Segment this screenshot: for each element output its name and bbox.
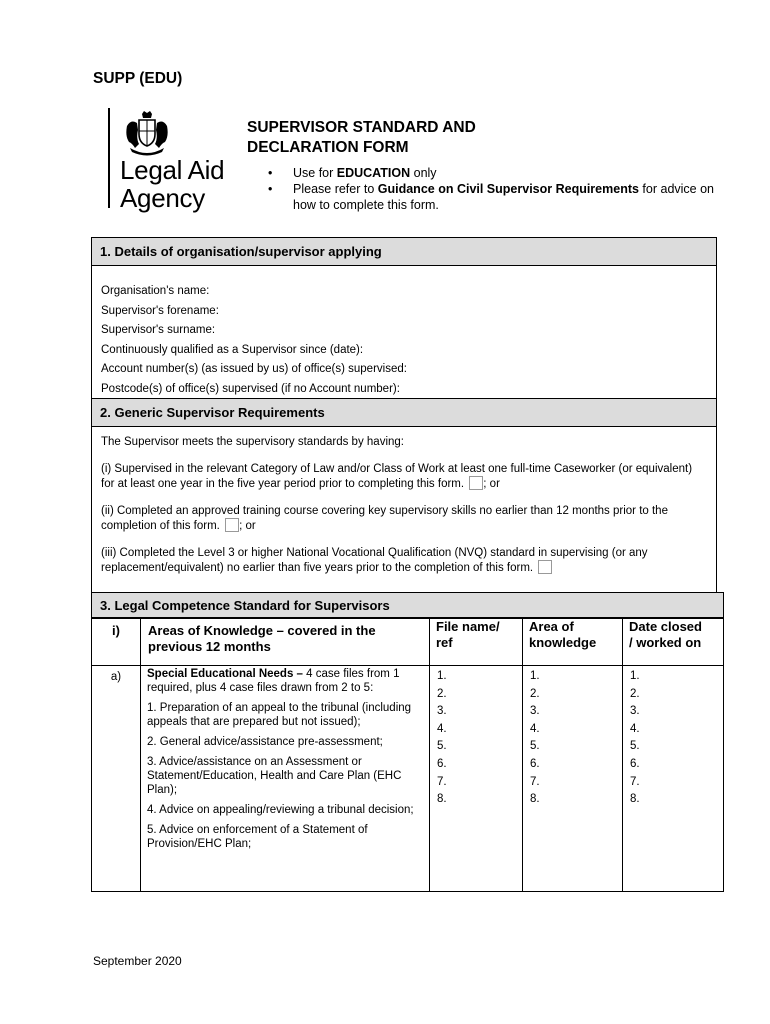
account-number-field[interactable]: Account number(s) (as issued by us) of office(s) supervised: [101,363,407,376]
table-divider [429,618,430,891]
file-ref-list [437,668,447,809]
requirements-body [92,427,716,576]
date-entry[interactable]: 2. [630,687,640,700]
area-entry[interactable]: 4. [530,722,540,735]
file-ref-entry[interactable]: 3. [437,705,447,718]
date-entry[interactable]: 6. [630,757,640,770]
intro-bullets [268,165,728,213]
supervisor-surname-field[interactable]: Supervisor's surname: [101,324,216,337]
qualified-since-field[interactable]: Continuously qualified as a Supervisor since (date): [101,343,364,356]
bullet-emphasis: EDUCATION [336,166,411,180]
section-legal-competence [91,592,724,892]
area-entry[interactable]: 1. [530,670,540,682]
area-knowledge-list [530,668,540,809]
area-entry[interactable]: 5. [530,740,540,753]
section-heading: 2. Generic Supervisor Requirements [92,399,716,427]
option-2-checkbox[interactable] [225,518,239,532]
area-entry[interactable]: 2. [530,687,540,700]
option-text: (iii) Completed the Level 3 or higher National Vocational Qualification (NVQ) standard in supervising (or any replacement/equivalent) no earlier than five years prior to the completion of this form. [101,546,648,574]
file-ref-entry[interactable]: 5. [437,740,447,753]
option-text: (i) Supervised in the relevant Category of Law and/or Class of Work at least one full-time Caseworker (or equivalent) for at least one year in the five year period prior to completing this form. [101,462,693,490]
postcode-field[interactable]: Postcode(s) of office(s) supervised (if no Account number): [101,382,400,395]
legal-aid-agency-logo [108,108,238,213]
file-ref-entry[interactable]: 1. [437,670,447,682]
bullet-text: Use for [293,166,337,180]
sen-areas-text [147,667,423,857]
col-header-date: Date closed / worked on [629,619,702,650]
organisation-name-field[interactable]: Organisation's name: [101,285,210,297]
logo-divider-bar [108,108,110,208]
area-entry[interactable]: 3. [530,705,540,718]
option-suffix: ; or [483,478,500,490]
date-entry[interactable]: 5. [630,740,640,753]
date-entry[interactable]: 3. [630,705,640,718]
col-header-file: File name/ ref [436,619,500,650]
bullet-text: Please refer to [293,182,378,196]
area-entry[interactable]: 8. [530,793,540,806]
sen-title: Special Educational Needs – [147,668,303,680]
competence-table [92,618,723,891]
knowledge-area-item: 2. General advice/assistance pre-assessment; [147,736,383,748]
requirement-option-1 [101,462,704,492]
col-header-index: i) [112,623,120,638]
date-entry[interactable]: 1. [630,670,640,682]
sen-description: 4 case files from 1 required, plus 4 case files drawn from 2 to 5: [147,668,400,694]
footer-date: September 2020 [93,954,182,968]
option-3-checkbox[interactable] [538,560,552,574]
intro-bullet-education [268,165,728,181]
sen-heading [147,667,423,695]
intro-bullet-guidance [268,181,728,213]
document-code: SUPP (EDU) [93,70,183,87]
royal-coat-of-arms-icon [122,110,172,156]
file-ref-entry[interactable]: 4. [437,722,447,735]
table-divider [92,665,723,666]
file-ref-entry[interactable]: 7. [437,775,447,788]
file-ref-entry[interactable]: 8. [437,793,447,806]
date-closed-list [630,668,640,809]
knowledge-area-item: 5. Advice on enforcement of a Statement of Provision/EHC Plan; [147,824,368,850]
supervisor-forename-field[interactable]: Supervisor's forename: [101,304,219,317]
col-header-areas: Areas of Knowledge – covered in the previous 12 months [148,623,376,654]
file-ref-entry[interactable]: 2. [437,687,447,700]
logo-text-line2: Agency [120,183,205,213]
option-1-checkbox[interactable] [469,476,483,490]
logo-text-line1: Legal Aid [120,155,225,185]
knowledge-area-item: 4. Advice on appealing/reviewing a tribunal decision; [147,804,414,816]
area-entry[interactable]: 7. [530,775,540,788]
table-divider [140,618,141,891]
section-heading: 3. Legal Competence Standard for Supervisors [92,593,723,618]
requirement-option-2 [101,504,704,534]
option-text: (ii) Completed an approved training course covering key supervisory skills no earlier than 12 months prior to the completion of this form. [101,504,668,532]
option-suffix: ; or [239,520,256,532]
bullet-text: for advice on how to complete this form. [293,182,714,212]
table-divider [522,618,523,891]
bullet-text: only [410,166,437,180]
knowledge-area-item: 1. Preparation of an appeal to the tribunal (including appeals that are prepared but not issued); [147,702,412,728]
section-organisation-details [91,237,717,400]
date-entry[interactable]: 4. [630,722,640,735]
area-entry[interactable]: 6. [530,757,540,770]
date-entry[interactable]: 7. [630,775,640,788]
requirement-option-3 [101,546,704,576]
table-divider [622,618,623,891]
section-heading: 1. Details of organisation/supervisor applying [92,238,716,266]
requirements-intro: The Supervisor meets the supervisory standards by having: [101,436,404,448]
section-generic-requirements [91,398,717,594]
form-title: SUPERVISOR STANDARD AND DECLARATION FORM [247,119,476,156]
col-header-area: Area of knowledge [529,619,597,650]
details-field-list [92,266,716,400]
row-label: a) [110,671,122,683]
date-entry[interactable]: 8. [630,793,640,806]
guidance-reference: Guidance on Civil Supervisor Requirements [377,182,639,196]
knowledge-area-item: 3. Advice/assistance on an Assessment or Statement/Education, Health and Care Plan (EHC Plan); [147,756,402,796]
file-ref-entry[interactable]: 6. [437,757,447,770]
